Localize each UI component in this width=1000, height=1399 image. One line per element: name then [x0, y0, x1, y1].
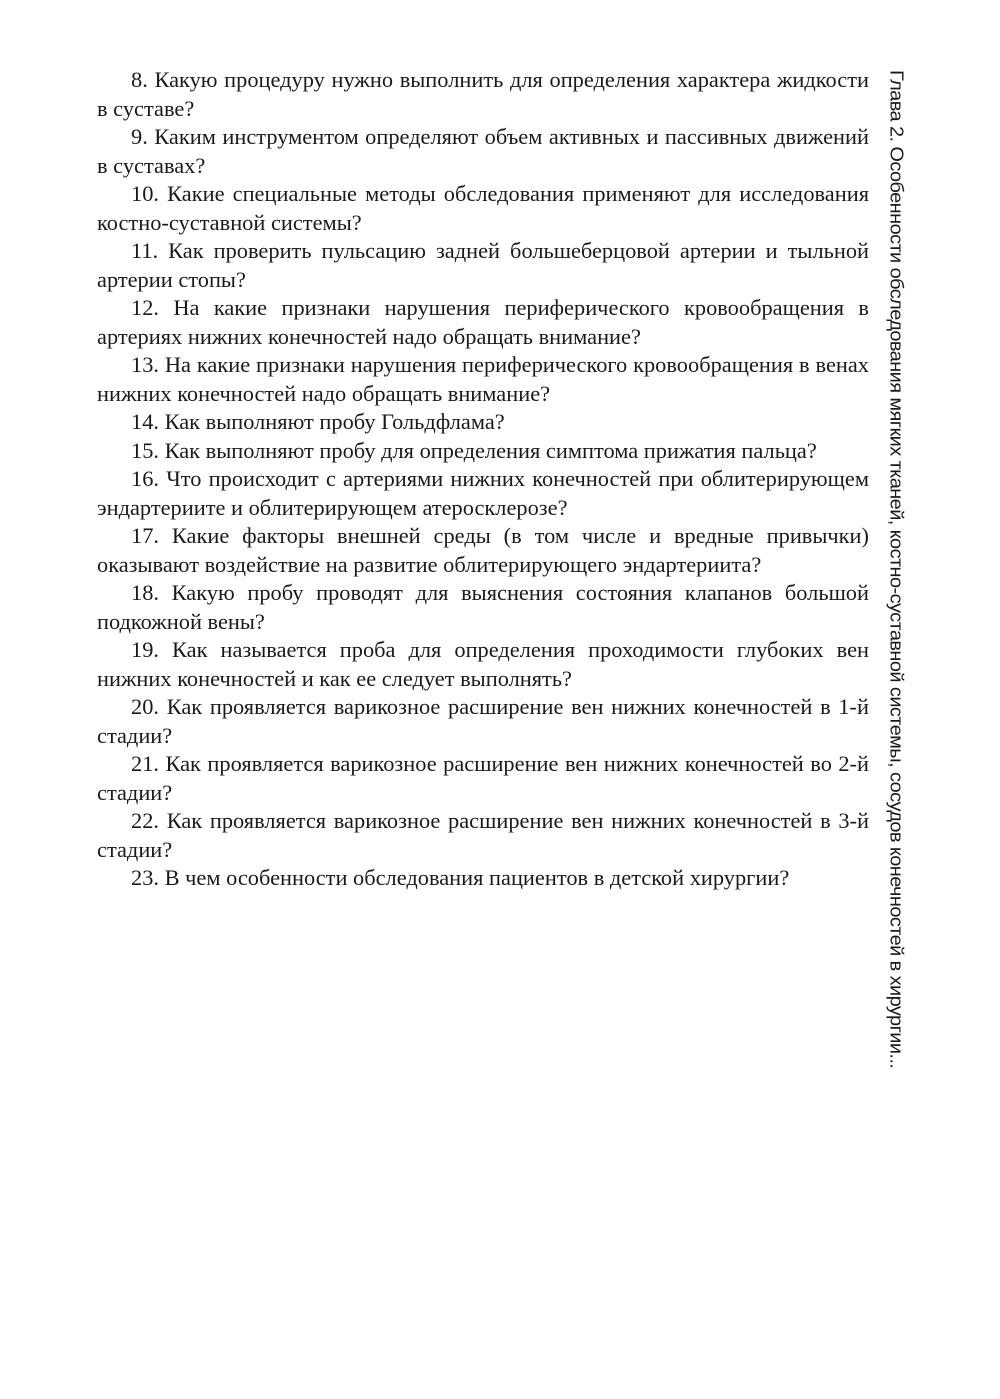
running-head [884, 70, 910, 1080]
question-item: 22. Как проявляется варикозное расширение вен нижних конечностей в 3-й стадии? [97, 808, 869, 862]
question-item: 17. Какие факторы внешней среды (в том числе и вредные привычки) оказывают воздействие на развитие облитерирующего эндартериита? [97, 523, 869, 577]
question-item: 23. В чем особенности обследования пациентов в детской хирургии? [131, 865, 790, 890]
question-item: 11. Как проверить пульсацию задней большеберцовой артерии и тыльной артерии стопы? [97, 238, 869, 292]
question-item: 20. Как проявляется варикозное расширение вен нижних конечностей в 1-й стадии? [97, 694, 869, 748]
question-item: 12. На какие признаки нарушения периферического кровообращения в артериях нижних конечностей надо обращать внимание? [97, 295, 869, 349]
question-item: 9. Каким инструментом определяют объем активных и пассивных движений в суставах? [97, 124, 869, 178]
question-item: 18. Какую пробу проводят для выяснения состояния клапанов большой подкожной вены? [97, 580, 869, 634]
question-item: 16. Что происходит с артериями нижних конечностей при облитерирующем эндартериите и облитерирующем атеросклерозе? [97, 466, 869, 520]
question-item: 21. Как проявляется варикозное расширение вен нижних конечностей во 2-й стадии? [97, 751, 869, 805]
question-item: 8. Какую процедуру нужно выполнить для определения характера жидкости в суставе? [97, 67, 869, 121]
question-item: 14. Как выполняют пробу Гольдфлама? [131, 409, 505, 434]
question-item: 19. Как называется проба для определения проходимости глубоких вен нижних конечностей и как ее следует выполнять? [97, 637, 869, 691]
question-item: 10. Какие специальные методы обследования применяют для исследования костно-суставной системы? [97, 181, 869, 235]
running-head-text: Глава 2. Особенности обследования мягких тканей, костно-суставной системы, сосудов конечностей в хирургии... [885, 70, 907, 1069]
question-item: 13. На какие признаки нарушения периферического кровообращения в венах нижних конечностей надо обращать внимание? [97, 352, 869, 406]
question-item: 15. Как выполняют пробу для определения симптома прижатия пальца? [131, 437, 817, 463]
question-list [97, 66, 869, 893]
